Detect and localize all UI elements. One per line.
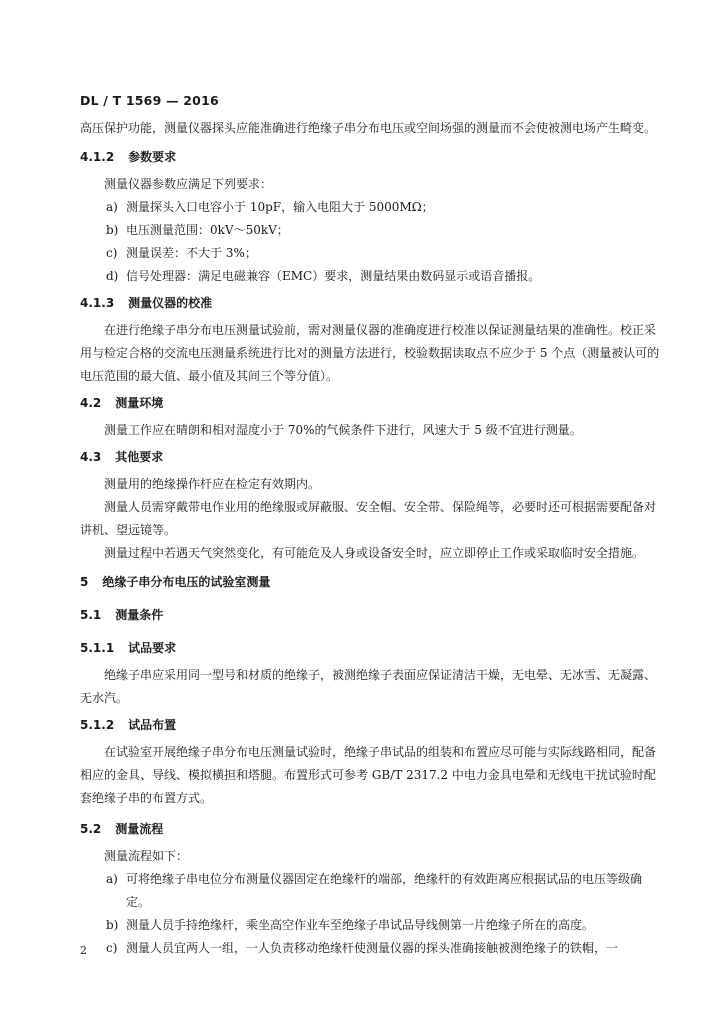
list-item <box>80 196 665 219</box>
list-marker: b) <box>106 918 119 932</box>
heading-number: 4.2 <box>80 396 102 410</box>
heading-5-2 <box>80 818 665 841</box>
heading-title: 测量流程 <box>115 822 164 836</box>
paragraph: 测量流程如下： <box>104 849 189 863</box>
paragraph: 绝缘子串应采用同一型号和材质的绝缘子，被测绝缘子表面应保证清洁干燥，无电晕、无冰雪、无凝露、无水汽。 <box>80 668 657 705</box>
list-marker: a) <box>106 872 118 886</box>
list-marker: b) <box>106 223 119 237</box>
list-item-text: 电压测量范围：0kV～50kV； <box>126 223 289 237</box>
heading-title: 参数要求 <box>128 150 177 164</box>
heading-number: 5.2 <box>80 822 102 836</box>
list-item <box>80 242 665 265</box>
heading-number: 5.1.1 <box>80 641 115 655</box>
heading-title: 绝缘子串分布电压的试验室测量 <box>102 575 271 589</box>
list-marker: c) <box>106 941 118 955</box>
list-item-text: 测量人员宜两人一组，一人负责移动绝缘杆使测量仪器的探头准确接触被测绝缘子的铁帽，一 <box>126 941 619 955</box>
heading-number: 5.1 <box>80 608 102 622</box>
paragraph: 测量工作应在晴朗和相对湿度小于 70%的气候条件下进行，风速大于 5 级不宜进行测量。 <box>104 423 582 437</box>
list-item <box>80 937 665 960</box>
list-item <box>80 914 665 937</box>
list-item <box>80 265 665 288</box>
list-item-text: 测量人员手持绝缘杆，乘坐高空作业车至绝缘子串试品导线侧第一片绝缘子所在的高度。 <box>126 918 595 932</box>
list-item-text: 测量探头入口电容小于 10pF，输入电阻大于 5000MΩ； <box>126 200 434 214</box>
heading-4-3 <box>80 446 665 469</box>
heading-title: 测量仪器的校准 <box>128 296 213 310</box>
heading-4-1-3 <box>80 292 665 315</box>
list-item-text: 测量误差：不大于 3%； <box>126 246 257 260</box>
heading-number: 4.1.3 <box>80 296 115 310</box>
list-item-text: 可将绝缘子串电位分布测量仪器固定在绝缘杆的端部，绝缘杆的有效距离应根据试品的电压等级确定。 <box>126 872 643 909</box>
list-item <box>80 868 665 914</box>
paragraph: 测量仪器参数应满足下列要求： <box>104 177 273 191</box>
heading-number: 5.1.2 <box>80 718 115 732</box>
heading-number: 4.1.2 <box>80 150 115 164</box>
heading-title: 其他要求 <box>115 450 164 464</box>
list-item-text: 信号处理器：满足电磁兼容（EMC）要求，测量结果由数码显示或语音播报。 <box>126 269 541 283</box>
heading-5-1 <box>80 604 665 627</box>
paragraph-continuation: 高压保护功能，测量仪器探头应能准确进行绝缘子串分布电压或空间场强的测量而不会使被测电场产生畸变。 <box>80 121 657 135</box>
paragraph: 测量用的绝缘操作杆应在检定有效期内。 <box>104 477 321 491</box>
heading-number: 5 <box>80 575 89 589</box>
heading-4-1-2 <box>80 146 665 169</box>
heading-number: 4.3 <box>80 450 102 464</box>
heading-4-2 <box>80 392 665 415</box>
list-item <box>80 219 665 242</box>
list-marker: a) <box>106 200 118 214</box>
heading-5-1-1 <box>80 637 665 660</box>
heading-title: 试品布置 <box>128 718 177 732</box>
document-body <box>80 117 665 960</box>
document-id: DL / T 1569 — 2016 <box>80 93 219 108</box>
heading-title: 测量条件 <box>115 608 164 622</box>
list-marker: c) <box>106 246 118 260</box>
paragraph: 测量过程中若遇天气突然变化，有可能危及人身或设备安全时，应立即停止工作或采取临时安全措施。 <box>104 546 645 560</box>
paragraph: 在进行绝缘子串分布电压测量试验前，需对测量仪器的准确度进行校准以保证测量结果的准确性。校正采用与检定合格的交流电压测量系统进行比对的测量方法进行，校验数据读取点不应少于 5 个点（测量被认可的电压范围的最大值、最小值及其间三个等分值）。 <box>80 323 660 383</box>
paragraph: 在试验室开展绝缘子串分布电压测量试验时，绝缘子串试品的组装和布置应尽可能与实际线路相同，配备相应的金具、导线、模拟横担和塔腿。布置形式可参考 GB/T 2317.2 中电力金具电晕和无线电干扰试验时配套绝缘子串的布置方式。 <box>80 745 657 805</box>
list-marker: d) <box>106 269 119 283</box>
heading-5 <box>80 571 665 594</box>
paragraph: 测量人员需穿戴带电作业用的绝缘服或屏蔽服、安全帽、安全带、保险绳等，必要时还可根据需要配备对讲机、望远镜等。 <box>80 500 657 537</box>
heading-title: 试品要求 <box>128 641 177 655</box>
heading-5-1-2 <box>80 714 665 737</box>
heading-title: 测量环境 <box>115 396 164 410</box>
page-number: 2 <box>80 944 87 957</box>
